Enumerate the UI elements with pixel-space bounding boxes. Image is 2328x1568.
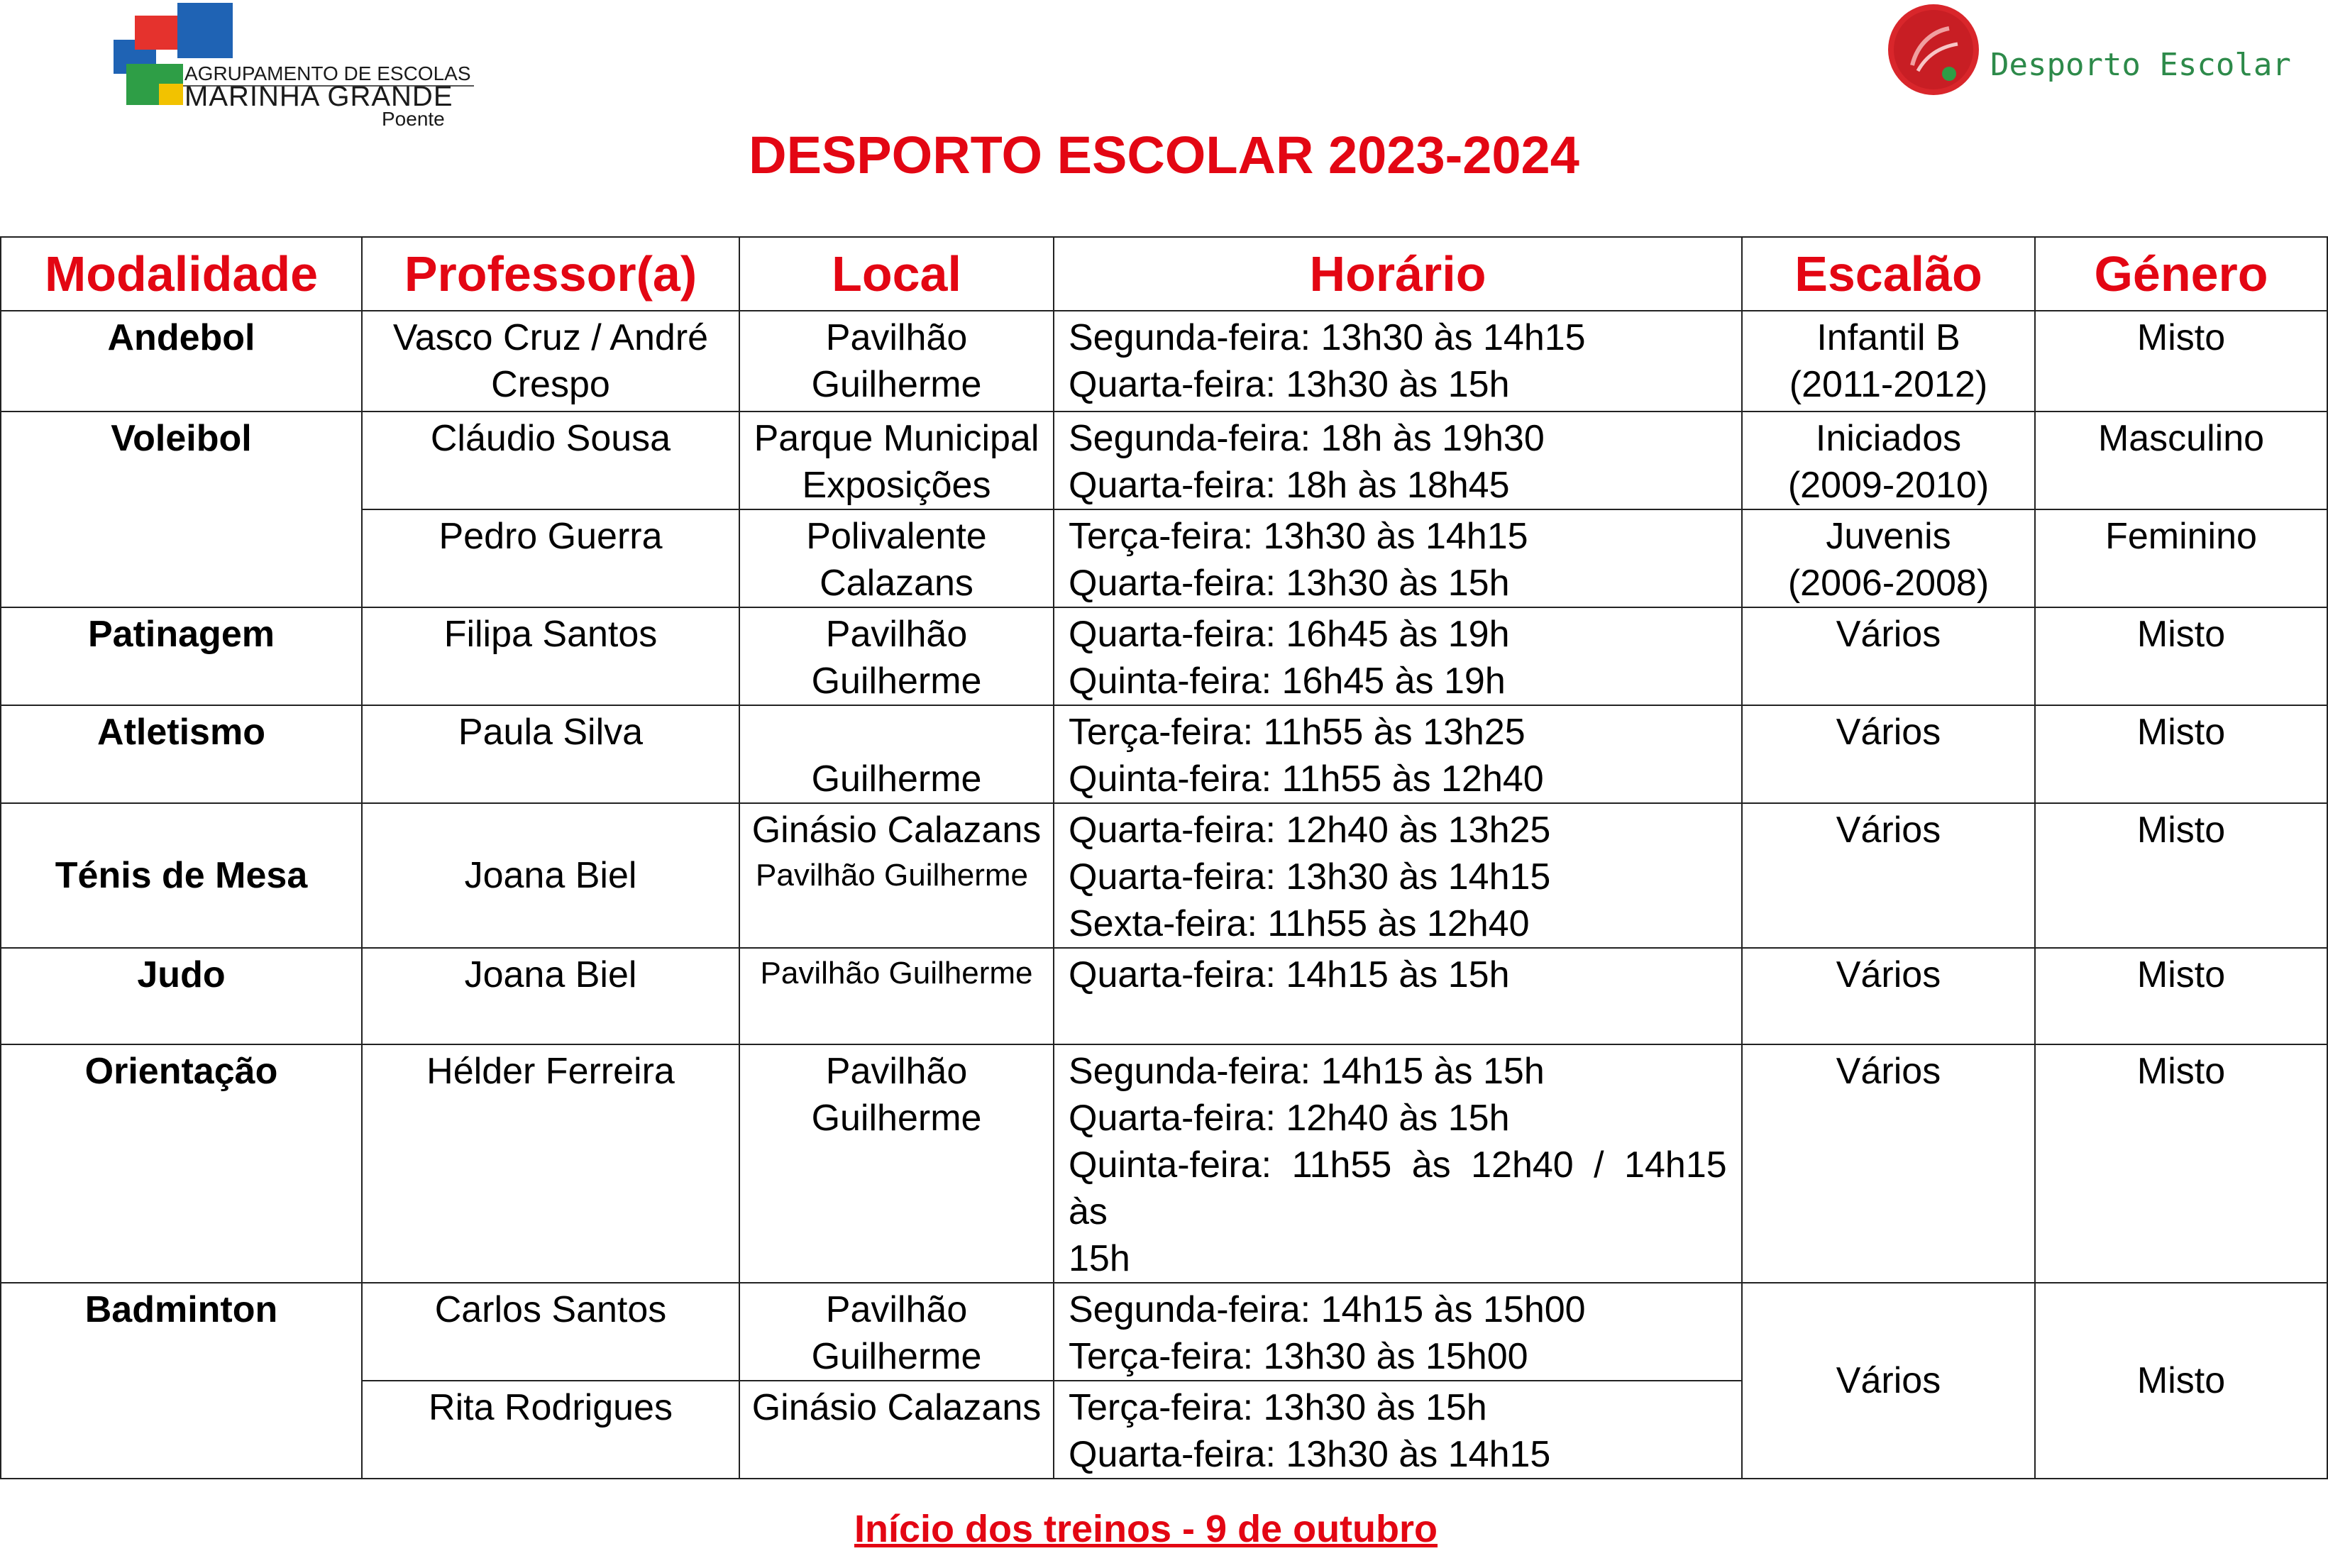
header-row (1, 237, 2327, 311)
local-cell (739, 1283, 1054, 1381)
genero-cell: Misto (2035, 607, 2327, 705)
training-start-note: Início dos treinos - 9 de outubro (854, 1508, 1438, 1550)
professor-cell: Pedro Guerra (362, 509, 739, 607)
table-row (1, 948, 2327, 1044)
school-logo (106, 0, 475, 131)
logo-line-3: Poente (382, 108, 445, 130)
professor-cell: Hélder Ferreira (362, 1044, 739, 1283)
modalidade-cell: Judo (1, 948, 362, 1044)
horario-line: Terça-feira: 11h55 às 13h25 (1069, 712, 1526, 753)
horario-line: Quarta-feira: 12h40 às 13h25 (1069, 810, 1551, 851)
local-line: Pavilhão (825, 1051, 968, 1092)
local-line: Guilherme (811, 661, 982, 702)
professor-line: Vasco Cruz / André (392, 317, 709, 358)
local-line: Calazans (820, 563, 973, 604)
escalao-cell: Vários (1742, 948, 2035, 1044)
header-escalao: Escalão (1742, 237, 2035, 311)
horario-cell (1054, 803, 1742, 948)
escalao-cell: Vários (1742, 607, 2035, 705)
genero-cell: Misto (2035, 311, 2327, 412)
escalao-line: (2009-2010) (1787, 465, 1990, 506)
horario-cell (1054, 705, 1742, 803)
escalao-cell: Vários (1742, 803, 2035, 948)
escalao-line: Infantil B (1816, 317, 1960, 358)
horario-line: Quarta-feira: 16h45 às 19h (1069, 614, 1510, 655)
logo-square-blue-top (177, 3, 233, 58)
header-horario: Horário (1054, 237, 1742, 311)
table-row (1, 1044, 2327, 1283)
desporto-escolar-logo (1884, 0, 2291, 99)
horario-cell (1054, 607, 1742, 705)
horario-cell (1054, 412, 1742, 509)
horario-line: Quarta-feira: 13h30 às 14h15 (1069, 1434, 1551, 1475)
genero-cell: Misto (2035, 1283, 2327, 1479)
logo-square-red (135, 16, 180, 50)
header-professor: Professor(a) (362, 237, 739, 311)
modalidade-cell: Badminton (1, 1283, 362, 1479)
horario-line: Segunda-feira: 14h15 às 15h00 (1069, 1289, 1586, 1330)
escalao-cell: Vários (1742, 705, 2035, 803)
professor-cell: Filipa Santos (362, 607, 739, 705)
table-row (1, 607, 2327, 705)
horario-line: 15h (1069, 1238, 1130, 1279)
professor-cell: Joana Biel (362, 948, 739, 1044)
de-emblem-icon (1884, 0, 1983, 99)
table-row (1, 311, 2327, 412)
professor-line: Crespo (491, 364, 610, 405)
genero-cell: Feminino (2035, 509, 2327, 607)
professor-cell: Rita Rodrigues (362, 1381, 739, 1479)
desporto-escolar-text: Desporto Escolar (1990, 47, 2291, 83)
genero-cell: Misto (2035, 948, 2327, 1044)
horario-line: Segunda-feira: 13h30 às 14h15 (1069, 317, 1586, 358)
horario-line: Terça-feira: 13h30 às 15h00 (1069, 1336, 1528, 1377)
table-row (1, 705, 2327, 803)
escalao-line: Juvenis (1826, 516, 1951, 557)
modalidade-cell: Atletismo (1, 705, 362, 803)
horario-line: Segunda-feira: 18h às 19h30 (1069, 418, 1545, 459)
horario-cell (1054, 1381, 1742, 1479)
horario-line: Quinta-feira: 16h45 às 19h (1069, 661, 1506, 702)
local-line: Pavilhão (825, 317, 968, 358)
genero-cell: Misto (2035, 1044, 2327, 1283)
professor-cell: Carlos Santos (362, 1283, 739, 1381)
header-genero: Género (2035, 237, 2327, 311)
genero-cell: Masculino (2035, 412, 2327, 509)
modalidade-cell: Andebol (1, 311, 362, 412)
professor-cell: Cláudio Sousa (362, 412, 739, 509)
professor-cell: Paula Silva (362, 705, 739, 803)
escalao-line: (2006-2008) (1787, 563, 1990, 604)
modalidade-cell: Voleibol (1, 412, 362, 607)
local-line: Exposições (802, 465, 991, 506)
logo-line-2: MARINHA GRANDE (184, 81, 453, 112)
modalidade-cell: Ténis de Mesa (1, 803, 362, 948)
local-line: Pavilhão (825, 614, 968, 655)
header-local: Local (739, 237, 1054, 311)
page-title: DESPORTO ESCOLAR 2023-2024 (749, 126, 1579, 184)
horario-line: Quinta-feira: 11h55 às 12h40 (1069, 758, 1544, 800)
table-row (1, 803, 2327, 948)
modalidade-cell: Orientação (1, 1044, 362, 1283)
header-modalidade: Modalidade (1, 237, 362, 311)
local-cell: Guilherme (739, 705, 1054, 803)
horario-cell: Quarta-feira: 14h15 às 15h (1054, 948, 1742, 1044)
escalao-cell: Vários (1742, 1283, 2035, 1479)
genero-cell: Misto (2035, 705, 2327, 803)
local-cell (739, 803, 1054, 948)
horario-line: Quarta-feira: 13h30 às 15h (1069, 563, 1510, 604)
local-line: Pavilhão Guilherme (756, 858, 1028, 893)
local-line: Guilherme (811, 1098, 982, 1139)
local-cell (739, 607, 1054, 705)
horario-cell (1054, 1283, 1742, 1381)
local-line: Ginásio Calazans (751, 810, 1042, 851)
horario-line: Quarta-feira: 13h30 às 14h15 (1069, 856, 1551, 898)
local-cell (739, 509, 1054, 607)
local-line: Guilherme (811, 364, 982, 405)
local-line: Pavilhão (825, 1289, 968, 1330)
professor-cell (362, 311, 739, 412)
horario-cell (1054, 509, 1742, 607)
horario-line: Quinta-feira: 11h55 às 12h40 / 14h15 às (1069, 1144, 1727, 1232)
escalao-line: (2011-2012) (1789, 364, 1988, 405)
horario-line: Segunda-feira: 14h15 às 15h (1069, 1051, 1545, 1092)
professor-cell: Joana Biel (362, 803, 739, 948)
horario-line: Quarta-feira: 13h30 às 15h (1069, 364, 1510, 405)
local-cell: Pavilhão Guilherme (739, 948, 1054, 1044)
genero-cell: Misto (2035, 803, 2327, 948)
horario-line: Quarta-feira: 18h às 18h45 (1069, 465, 1510, 506)
local-cell (739, 311, 1054, 412)
local-line: Guilherme (811, 1336, 982, 1377)
escalao-cell (1742, 509, 2035, 607)
escalao-cell (1742, 412, 2035, 509)
horario-line: Terça-feira: 13h30 às 14h15 (1069, 516, 1528, 557)
modalidade-cell: Patinagem (1, 607, 362, 705)
local-line: Polivalente (806, 516, 987, 557)
local-cell: Ginásio Calazans (739, 1381, 1054, 1479)
local-cell (739, 1044, 1054, 1283)
escalao-line: Iniciados (1815, 418, 1962, 459)
horario-line: Sexta-feira: 11h55 às 12h40 (1069, 903, 1530, 944)
table-row (1, 412, 2327, 509)
horario-line: Quarta-feira: 12h40 às 15h (1069, 1098, 1510, 1139)
escalao-cell: Vários (1742, 1044, 2035, 1283)
local-line: Parque Municipal (754, 418, 1039, 459)
logo-square-yellow (159, 84, 183, 105)
horario-line: Terça-feira: 13h30 às 15h (1069, 1387, 1487, 1428)
escalao-cell (1742, 311, 2035, 412)
local-cell (739, 412, 1054, 509)
logo-line-1: AGRUPAMENTO DE ESCOLAS (184, 62, 471, 84)
horario-cell (1054, 311, 1742, 412)
table-row (1, 1283, 2327, 1381)
schedule-table (0, 236, 2328, 1479)
horario-cell (1054, 1044, 1742, 1283)
